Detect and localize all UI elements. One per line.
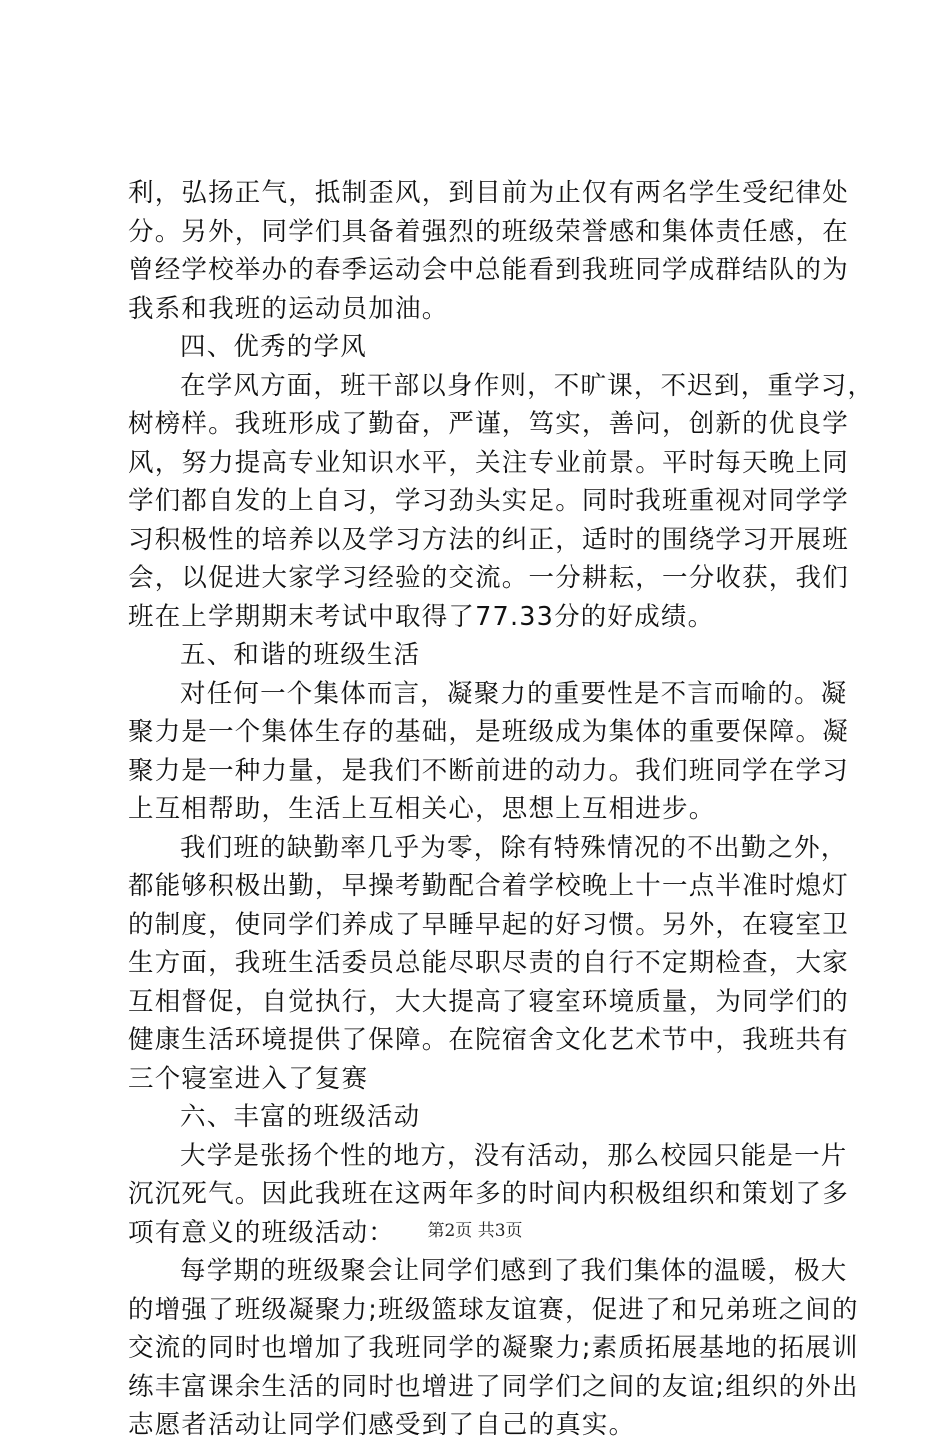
paragraph bbox=[128, 367, 875, 637]
paragraph bbox=[128, 675, 849, 829]
page-footer: 第2页 共3页 bbox=[427, 1221, 523, 1241]
text-line: 三个寝室进入了复赛 bbox=[128, 1063, 369, 1094]
text-line: 四、优秀的学风 bbox=[180, 332, 367, 362]
text-line: 风，努力提高专业知识水平，关注专业前景。平时每天晚上同 bbox=[128, 447, 849, 478]
text-line: 练丰富课余生活的同时也增进了同学们之间的友谊;组织的外出 bbox=[128, 1371, 859, 1402]
text-line: 项有意义的班级活动： bbox=[128, 1217, 396, 1248]
section-heading bbox=[128, 328, 844, 367]
text-line: 对任何一个集体而言，凝聚力的重要性是不言而喻的。凝 bbox=[180, 678, 848, 709]
section-heading bbox=[128, 1098, 844, 1137]
text-line: 上互相帮助，生活上互相关心，思想上互相进步。 bbox=[128, 794, 716, 824]
paragraph bbox=[128, 1252, 859, 1445]
text-line: 习积极性的培养以及学习方法的纠正，适时的围绕学习开展班 bbox=[128, 524, 849, 555]
text-line: 都能够积极出勤，早操考勤配合着学校晚上十一点半准时熄灯 bbox=[128, 871, 849, 901]
text-line: 生方面，我班生活委员总能尽职尽责的自行不定期检查，大家 bbox=[128, 948, 849, 978]
text-line: 五、和谐的班级生活 bbox=[180, 640, 421, 670]
text-line: 互相督促，自觉执行，大大提高了寝室环境质量，为同学们的 bbox=[128, 986, 849, 1017]
paragraph bbox=[128, 829, 849, 1099]
text-line: 志愿者活动让同学们感受到了自己的真实。 bbox=[128, 1410, 636, 1440]
text-line: 大学是张扬个性的地方，没有活动，那么校园只能是一片 bbox=[180, 1140, 848, 1171]
text-line: 我们班的缺勤率几乎为零，除有特殊情况的不出勤之外， bbox=[180, 832, 848, 863]
text-line: 在学风方面，班干部以身作则，不旷课，不迟到，重学习， bbox=[180, 370, 875, 401]
text-line: 分。另外，同学们具备着强烈的班级荣誉感和集体责任感，在 bbox=[128, 216, 849, 247]
text-line: 的制度，使同学们养成了早睡早起的好习惯。另外，在寝室卫 bbox=[128, 909, 849, 940]
text-line: 会，以促进大家学习经验的交流。一分耕耘，一分收获，我们 bbox=[128, 563, 849, 593]
text-line: 树榜样。我班形成了勤奋，严谨，笃实，善问，创新的优良学 bbox=[128, 409, 849, 439]
text-line: 交流的同时也增加了我班同学的凝聚力;素质拓展基地的拓展训 bbox=[128, 1333, 859, 1363]
text-line: 沉沉死气。因此我班在这两年多的时间内积极组织和策划了多 bbox=[128, 1179, 849, 1209]
section-heading bbox=[128, 636, 844, 675]
text-line: 曾经学校举办的春季运动会中总能看到我班同学成群结队的为 bbox=[128, 255, 849, 285]
text-line: 聚力是一种力量，是我们不断前进的动力。我们班同学在学习 bbox=[128, 755, 849, 786]
text-line: 每学期的班级聚会让同学们感到了我们集体的温暖，极大 bbox=[180, 1256, 848, 1286]
text-line: 聚力是一个集体生存的基础，是班级成为集体的重要保障。凝 bbox=[128, 717, 849, 747]
text-line: 班在上学期期末考试中取得了77.33分的好成绩。 bbox=[128, 601, 715, 632]
paragraph bbox=[128, 174, 849, 328]
text-line: 健康生活环境提供了保障。在院宿舍文化艺术节中，我班共有 bbox=[128, 1025, 849, 1055]
text-line: 学们都自发的上自习，学习劲头实足。同时我班重视对同学学 bbox=[128, 486, 849, 516]
document-body bbox=[128, 174, 875, 1445]
text-line: 我系和我班的运动员加油。 bbox=[128, 293, 449, 324]
text-line: 六、丰富的班级活动 bbox=[180, 1102, 421, 1132]
text-line: 的增强了班级凝聚力;班级篮球友谊赛，促进了和兄弟班之间的 bbox=[128, 1294, 859, 1325]
text-line: 利，弘扬正气，抵制歪风，到目前为止仅有两名学生受纪律处 bbox=[128, 178, 849, 208]
